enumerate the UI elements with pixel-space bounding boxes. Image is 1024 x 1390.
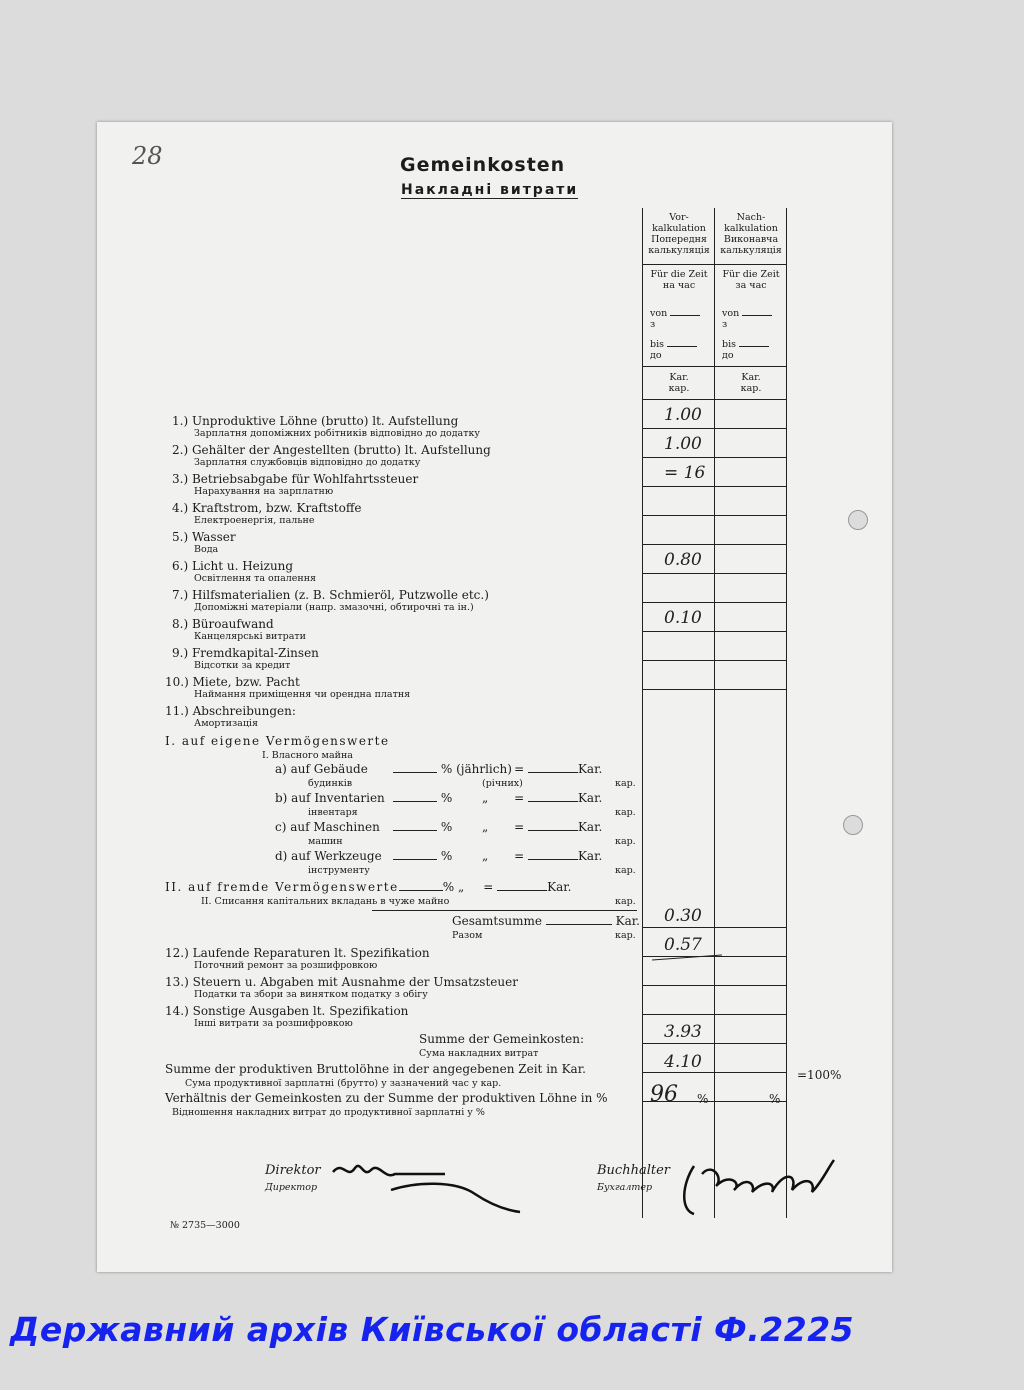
foreign-assets-unit-ua: кар. xyxy=(615,896,636,907)
item-row: 9.) Fremdkapital-Zinsen Відсотки за кредит xyxy=(172,646,319,671)
director-signature xyxy=(325,1150,525,1220)
table-hline xyxy=(642,927,787,928)
table-hline xyxy=(642,486,787,487)
sub-item-row: c) auf Maschinen % „ = Kar. xyxy=(275,820,603,834)
sub-item-row: b) auf Inventarien % „ = Kar. xyxy=(275,791,603,805)
table-hline xyxy=(642,515,787,516)
own-assets-heading: I. auf eigene Vermögenswerte xyxy=(165,734,390,748)
title-ukrainian: Накладні витрати xyxy=(401,182,579,198)
item-row: 13.) Steuern u. Abgaben mit Ausnahme der Umsatzsteuer Податки та збори за винятком податку з обігу xyxy=(165,975,518,1000)
accountant-signature xyxy=(672,1144,842,1224)
value-ratio: 96 xyxy=(650,1082,678,1107)
value-item-3: = 16 xyxy=(664,463,706,483)
ratio-percent-nach: % xyxy=(769,1092,781,1106)
item-row: 4.) Kraftstrom, bzw. Kraftstoffe Електроенергія, пальне xyxy=(172,501,362,526)
value-sum-overhead: 3.93 xyxy=(664,1022,702,1042)
table-hline xyxy=(642,1072,787,1073)
item-row: 6.) Licht u. Heizung Освітлення та опалення xyxy=(172,559,317,584)
hundred-percent-note: =100% xyxy=(797,1068,842,1082)
title-german: Gemeinkosten xyxy=(400,154,566,176)
table-vline-left xyxy=(642,208,643,1218)
table-hline xyxy=(642,660,787,661)
item-row: 12.) Laufende Reparaturen lt. Spezifikation Поточний ремонт за розшифровкою xyxy=(165,946,430,971)
sum-productive-label-ua: Сума продуктивної зарплатні (брутто) у зазначений час у кар. xyxy=(185,1078,502,1089)
item-row: 14.) Sonstige Ausgaben lt. Spezifikation Інші витрати за розшифровкою xyxy=(165,1004,409,1029)
total-divider xyxy=(372,910,637,911)
table-hline xyxy=(642,1014,787,1015)
table-hline xyxy=(642,1043,787,1044)
table-hline xyxy=(642,366,787,367)
total-unit-ua: кар. xyxy=(615,930,636,941)
table-hline xyxy=(642,428,787,429)
item-row: 8.) Büroaufwand Канцелярські витрати xyxy=(172,617,306,642)
sub-item-ua: інструменту xyxy=(308,865,370,876)
foreign-assets-ua: II. Списання капітальних вкладань в чуже майно xyxy=(201,896,450,907)
own-assets-subheading: I. Власного майна xyxy=(262,750,353,761)
table-hline xyxy=(642,544,787,545)
punch-hole-bottom xyxy=(843,815,863,835)
table-hline xyxy=(642,631,787,632)
item-row: 10.) Miete, bzw. Pacht Наймання приміщення чи орендна платня xyxy=(165,675,411,700)
sub-item-row: d) auf Werkzeuge % „ = Kar. xyxy=(275,849,603,863)
sub-item-ua: машин xyxy=(308,836,343,847)
value-item-8: 0.10 xyxy=(664,608,702,628)
form-number: № 2735—3000 xyxy=(170,1220,240,1231)
item-row: 2.) Gehälter der Angestellten (brutto) lt. Aufstellung Зарплатня службовців відповідно до додатку xyxy=(172,443,491,468)
table-hline xyxy=(642,689,787,690)
value-sum-productive: 4.10 xyxy=(664,1052,702,1072)
item-row: 11.) Abschreibungen: Амортизація xyxy=(165,704,296,729)
table-vline-right xyxy=(786,208,787,1218)
value-item-6: 0.80 xyxy=(664,550,702,570)
sub-item-period-ua: (річних) xyxy=(482,778,523,789)
item-row: 7.) Hilfsmaterialien (z. B. Schmieröl, Putzwolle etc.) Допоміжні матеріали (напр. змазочні, обтирочні та ін.) xyxy=(172,588,489,613)
item-row: 1.) Unproduktive Löhne (brutto) lt. Aufstellung Зарплатня допоміжних робітників відповідно до додатку xyxy=(172,414,480,439)
sub-item-ua: будинків xyxy=(308,778,353,789)
table-hline xyxy=(642,602,787,603)
sub-item-unit-ua: кар. xyxy=(615,865,636,876)
sum-overhead-label: Summe der Gemeinkosten: xyxy=(419,1032,585,1046)
table-hline xyxy=(642,264,787,265)
value-total: 0.30 xyxy=(664,906,702,926)
sub-item-unit-ua: кар. xyxy=(615,807,636,818)
director-label: Direktor Директор xyxy=(265,1163,321,1193)
document-page: 28 Gemeinkosten Накладні витрати Vor- kalkulation Попередня калькуляція Für die Zeit на час von з bis до Kar. кар. Nach- kalkulation Виконавча калькуляція Für die Zeit за час von з bis до Kar. кар. 1.) Unproduktive Löhne (brutto) lt. Aufstellung Зарплатня допоміжних робітників відповідно до додатку 2.) Gehälter der Angestellten (brutto) lt. Aufstellung Зарплатня службовців відповідно до додатку 3.) Betriebsabgabe für Wohlfahrtssteuer Нарахування на зарплатню 4.) Kraftstrom, bzw. Kraftstoffe Електроенергія, пальне 5.) Wasser Вода 6.) Licht u. Heizung Освітлення та опалення 7.) Hilfsmaterialien (z. B. Schmieröl, Putzwolle etc.) Допоміжні матеріали (напр. змазочні, обтирочні та ін.) 8.) Büroaufwand Канцелярські витрати 9.) Fremdkapital-Zinsen Відсотки за кредит 10.) Miete, bzw. Pacht Наймання приміщення чи орендна платня 11.) Abschreibungen: Амортизація 1.00 1.00 = 16 0.80 0.10 I. auf eigene Vermögenswerte I. Власного майна a) auf Gebäude % (jährlich) = Kar. будинків (річних) кар. b) auf Inventarien % „ = Kar. інвентаря кар. c) auf Maschinen % „ = Kar. машин кар. d) auf Werkzeuge % „ = Kar. інструменту кар. II. auf fremde Vermögenswerte % „ = Kar. II. Списання капітальних вкладань в чуже майно кар. Gesamtsumme Kar. Разом кар. 0.30 12.) Laufende Reparaturen lt. Spezifikation Поточний ремонт за розшифровкою 13.) Steuern u. Abgaben mit Ausnahme der Umsatzsteuer Податки та збори за винятком податку з обігу 14.) Sonstige Ausgaben lt. Spezifikation Інші витрати за розшифровкою 0.57 Summe der Gemeinkosten: Сума накладних витрат 3.93 Summe der produktiven Bruttolöhne in der angegebenen Zeit in Kar. Сума продуктивної зарплатні (брутто) у зазначений час у кар. 4.10 =100% Verhältnis der Gemeinkosten zu der Summe der produktiven Löhne in % Відношення накладних витрат до продуктивної зарплатні у % 96 % % Direktor Директор Buchhalter Бухгалтер № 2735—3000 xyxy=(97,122,892,1272)
accountant-label: Buchhalter Бухгалтер xyxy=(597,1163,670,1193)
item-row: 5.) Wasser Вода xyxy=(172,530,236,555)
ratio-label: Verhältnis der Gemeinkosten zu der Summe der produktiven Löhne in % xyxy=(165,1091,608,1105)
sub-item-unit-ua: кар. xyxy=(615,836,636,847)
sub-item-ua: інвентаря xyxy=(308,807,358,818)
handwritten-page-number: 28 xyxy=(132,142,163,170)
total-label: Gesamtsumme Kar. xyxy=(452,914,640,928)
total-label-ua: Разом xyxy=(452,930,483,941)
sub-item-unit-ua: кар. xyxy=(615,778,636,789)
table-hline xyxy=(642,457,787,458)
ratio-label-ua: Відношення накладних витрат до продуктивної зарплатні у % xyxy=(172,1107,485,1118)
table-hline xyxy=(642,956,787,957)
sum-overhead-label-ua: Сума накладних витрат xyxy=(419,1048,539,1059)
ratio-percent-vor: % xyxy=(697,1092,709,1106)
sub-item-row: a) auf Gebäude % (jährlich) = Kar. xyxy=(275,762,603,776)
table-hline xyxy=(642,399,787,400)
punch-hole-top xyxy=(848,510,868,530)
table-hline xyxy=(642,573,787,574)
archive-caption: Державний архів Київської області Ф.2225 xyxy=(10,1310,855,1349)
value-item-1: 1.00 xyxy=(664,405,702,425)
value-item-2: 1.00 xyxy=(664,434,702,454)
value-item-12: 0.57 xyxy=(664,935,702,955)
table-vline-middle xyxy=(714,208,715,1218)
foreign-assets-row: II. auf fremde Vermögenswerte % „ = Kar. xyxy=(165,880,572,894)
sum-productive-label: Summe der produktiven Bruttolöhne in der angegebenen Zeit in Kar. xyxy=(165,1062,586,1076)
item-row: 3.) Betriebsabgabe für Wohlfahrtssteuer Нарахування на зарплатню xyxy=(172,472,419,497)
table-hline xyxy=(642,985,787,986)
